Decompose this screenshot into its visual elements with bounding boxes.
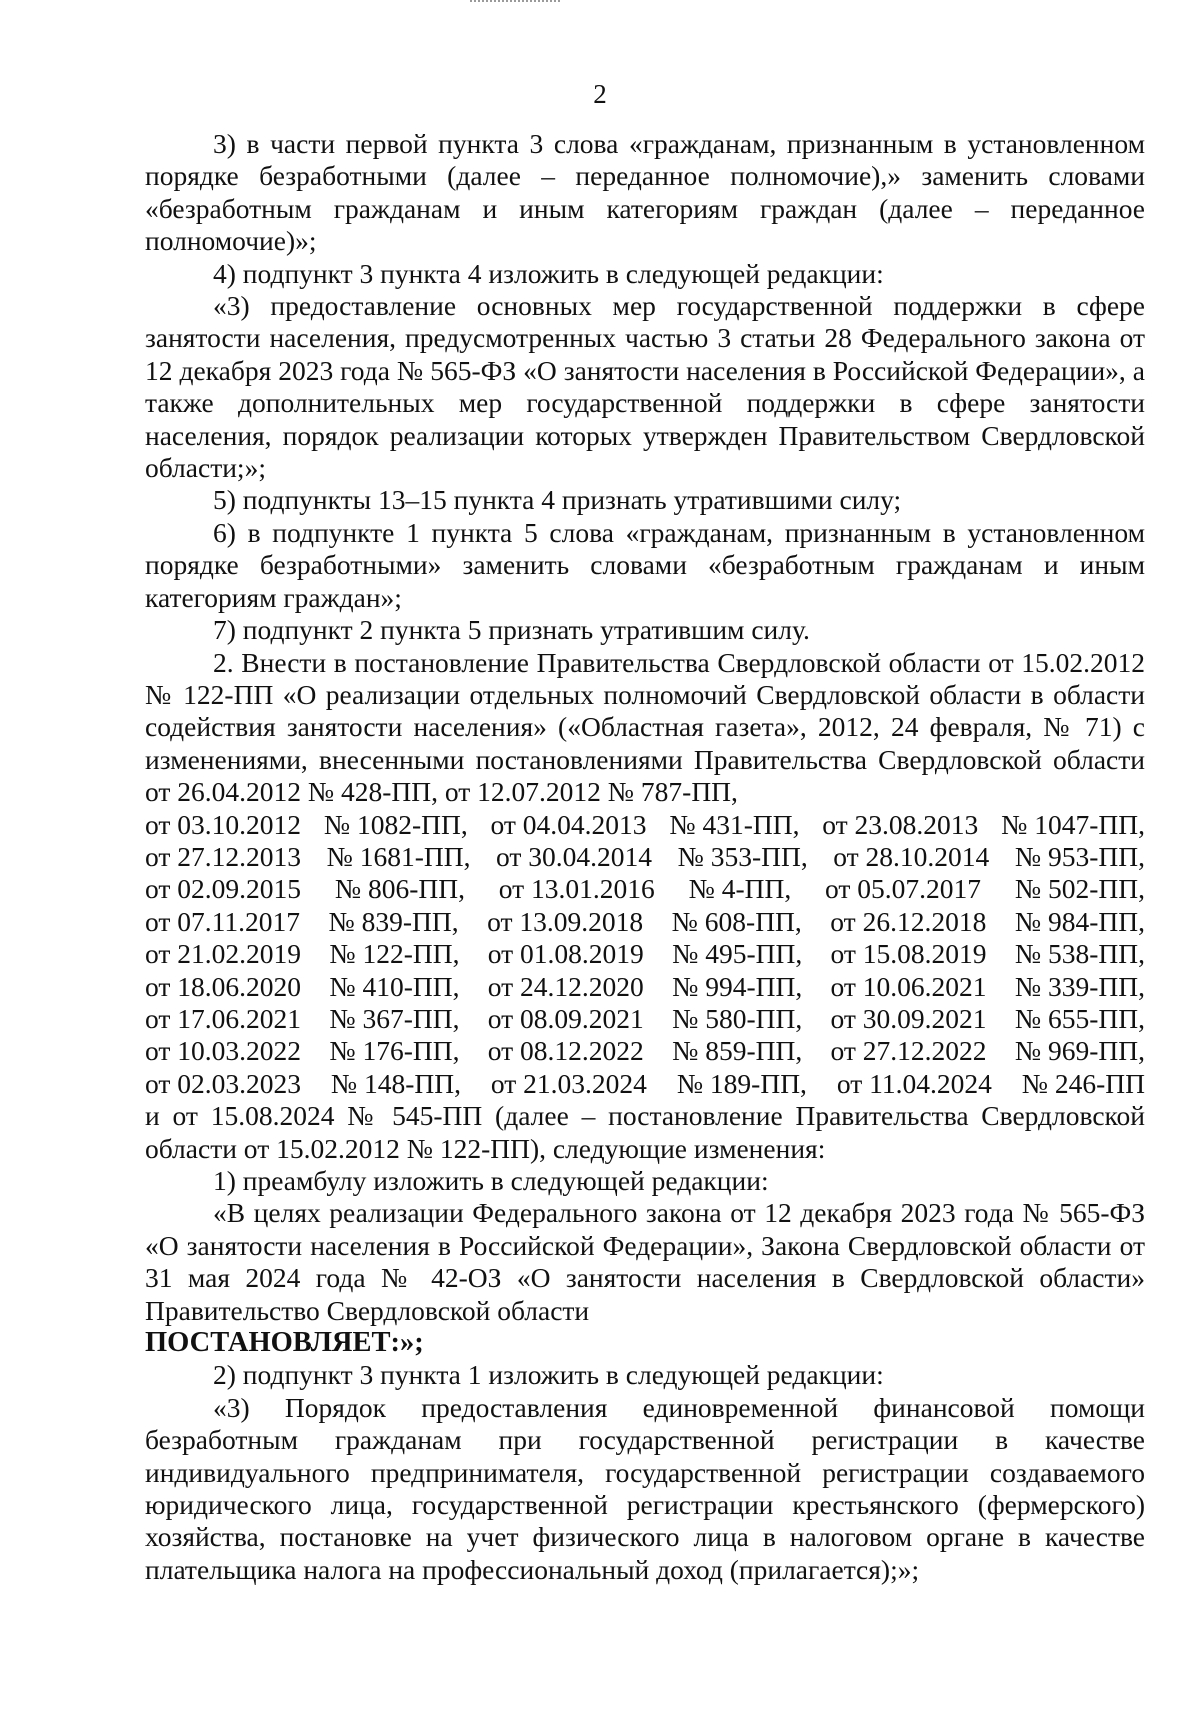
amendment-number: № 953-ПП, xyxy=(1014,840,1145,872)
amendment-number: № 148-ПП, xyxy=(330,1067,462,1099)
amendment-line xyxy=(145,1068,1145,1100)
paragraph-preamble-text: «В целях реализации Федерального закона от 12 декабря 2023 года № 565-ФЗ «О занятости населения в Российской Федерации», Закона Свердловской области от 31 мая 2024 года № 42-ОЗ «О занятости населения в Свердловской области» Правительство Свердловской области xyxy=(145,1197,1145,1326)
amendment-date: от 30.04.2014 xyxy=(496,840,653,872)
amendment-number: № 502-ПП, xyxy=(1014,873,1145,905)
amendment-date: от 24.12.2020 xyxy=(487,970,644,1002)
amendment-line xyxy=(145,1003,1145,1035)
amendment-date: от 23.08.2013 xyxy=(822,808,979,840)
amendment-date: от 11.04.2024 xyxy=(836,1067,992,1099)
amendment-date: от 21.03.2024 xyxy=(490,1067,647,1099)
amendment-line xyxy=(145,873,1145,905)
amendment-number: № 538-ПП, xyxy=(1014,938,1145,970)
paragraph-procedure-text: «3) Порядок предоставления единовременной финансовой помощи безработным гражданам при государственной регистрации в качестве индивидуального предпринимателя, государственной регистрации создаваемого юридического лица, государственной регистрации крестьянского (фермерского) хозяйства, постановке на учет физического лица в налоговом органе в качестве плательщика налога на профессиональный доход (прилагается);»; xyxy=(145,1391,1145,1585)
amendment-number: № 4-ПП, xyxy=(688,873,792,905)
amendment-line xyxy=(145,906,1145,938)
amendment-line xyxy=(145,938,1145,970)
amendment-number: № 1047-ПП, xyxy=(1001,808,1145,840)
amendment-date: от 28.10.2014 xyxy=(833,840,990,872)
paragraph-subitem-3: 2) подпункт 3 пункта 1 изложить в следующей редакции: xyxy=(213,1359,884,1391)
amendment-date: от 30.09.2021 xyxy=(830,1002,987,1034)
paragraph-item-7: 7) подпункт 2 пункта 5 признать утратившим силу. xyxy=(213,614,810,646)
amendment-date: от 27.12.2022 xyxy=(830,1035,987,1067)
resolution-keyword: ПОСТАНОВЛЯЕТ:»; xyxy=(145,1327,424,1359)
paragraph-quoted-subitem-3: «3) предоставление основных мер государственной поддержки в сфере занятости населения, предусмотренных частью 3 статьи 28 Федерального закона от 12 декабря 2023 года № 565-ФЗ «О занятости населения в Российской Федерации», а также дополнительных мер государственной поддержки в сфере занятости населения, порядок реализации которых утвержден Правительством Свердловской области;»; xyxy=(145,290,1145,484)
amendment-number: № 839-ПП, xyxy=(328,905,459,937)
paragraph-preamble-item: 1) преамбулу изложить в следующей редакции: xyxy=(213,1165,769,1196)
paragraph-amendments-end: и от 15.08.2024 № 545-ПП (далее – постановление Правительства Свердловской области от 15.02.2012 № 122-ПП), следующие изменения: xyxy=(145,1100,1145,1164)
amendment-number: № 367-ПП, xyxy=(329,1002,460,1034)
amendment-number: № 122-ПП, xyxy=(329,938,460,970)
amendment-date: от 03.10.2012 xyxy=(145,808,302,840)
amendment-number: № 969-ПП, xyxy=(1014,1035,1145,1067)
amendment-date: от 17.06.2021 xyxy=(145,1002,302,1034)
amendment-list xyxy=(145,809,1145,1101)
paragraph-item-6: 6) в подпункте 1 пункта 5 слова «гражданам, признанным в установленном порядке безработными» заменить словами «безработным гражданам и иным категориям граждан»; xyxy=(145,516,1145,613)
amendment-date: от 26.12.2018 xyxy=(830,905,987,937)
amendment-line xyxy=(145,1035,1145,1067)
amendment-number: № 339-ПП, xyxy=(1014,970,1145,1002)
amendment-date: от 02.03.2023 xyxy=(145,1067,302,1099)
scan-artifact xyxy=(470,0,560,8)
amendment-date: от 05.07.2017 xyxy=(825,873,982,905)
amendment-date: от 07.11.2017 xyxy=(145,905,301,937)
amendment-number: № 608-ПП, xyxy=(671,905,802,937)
document-body xyxy=(145,128,1145,1586)
amendment-number: № 495-ПП, xyxy=(672,938,803,970)
amendment-number: № 994-ПП, xyxy=(672,970,803,1002)
amendment-date: от 27.12.2013 xyxy=(145,840,302,872)
amendment-number: № 353-ПП, xyxy=(677,840,808,872)
amendment-number: № 189-ПП, xyxy=(676,1067,807,1099)
amendment-date: от 13.01.2016 xyxy=(498,873,655,905)
amendment-number: № 410-ПП, xyxy=(329,970,460,1002)
amendment-number: № 859-ПП, xyxy=(672,1035,803,1067)
amendment-date: от 18.06.2020 xyxy=(145,970,302,1002)
amendment-date: от 01.08.2019 xyxy=(487,938,644,970)
amendment-number: № 1681-ПП, xyxy=(326,840,471,872)
amendment-line xyxy=(145,809,1145,841)
amendment-number: № 655-ПП, xyxy=(1014,1002,1145,1034)
amendment-date: от 21.02.2019 xyxy=(145,938,302,970)
amendment-number: № 984-ПП, xyxy=(1014,905,1145,937)
amendment-date: от 15.08.2019 xyxy=(830,938,987,970)
amendment-number: № 1082-ПП, xyxy=(323,808,468,840)
amendment-number: № 246-ПП xyxy=(1021,1067,1145,1099)
amendment-date: от 10.06.2021 xyxy=(830,970,987,1002)
paragraph-item-3: 3) в части первой пункта 3 слова «гражданам, признанным в установленном порядке безработными (далее – переданное полномочие),» заменить словами «безработным гражданам и иным категориям граждан (далее – переданное полномочие)»; xyxy=(145,128,1145,257)
paragraph-item-5: 5) подпункты 13–15 пункта 4 признать утратившими силу; xyxy=(213,484,902,516)
amendment-line xyxy=(145,841,1145,873)
amendment-line xyxy=(145,971,1145,1003)
amendment-number: № 580-ПП, xyxy=(672,1002,803,1034)
amendment-number: № 176-ПП, xyxy=(329,1035,460,1067)
amendment-date: от 02.09.2015 xyxy=(145,873,302,905)
amendment-date: от 08.12.2022 xyxy=(487,1035,644,1067)
amendment-date: от 13.09.2018 xyxy=(487,905,644,937)
amendment-date: от 04.04.2013 xyxy=(490,808,647,840)
amendment-number: № 431-ПП, xyxy=(669,808,800,840)
page-number: 2 xyxy=(593,79,607,109)
amendment-date: от 10.03.2022 xyxy=(145,1035,302,1067)
paragraph-item-4: 4) подпункт 3 пункта 4 изложить в следующей редакции: xyxy=(213,257,884,289)
paragraph-section-2: 2. Внести в постановление Правительства Свердловской области от 15.02.2012 № 122-ПП «О реализации отдельных полномочий Свердловской области в области содействия занятости населения» («Областная газета», 2012, 24 февраля, № 71) с изменениями, внесенными постановлениями Правительства Свердловской области от 26.04.2012 № 428-ПП, от 12.07.2012 № 787-ПП, xyxy=(145,646,1145,808)
amendment-number: № 806-ПП, xyxy=(334,873,465,905)
amendment-date: от 08.09.2021 xyxy=(487,1002,644,1034)
